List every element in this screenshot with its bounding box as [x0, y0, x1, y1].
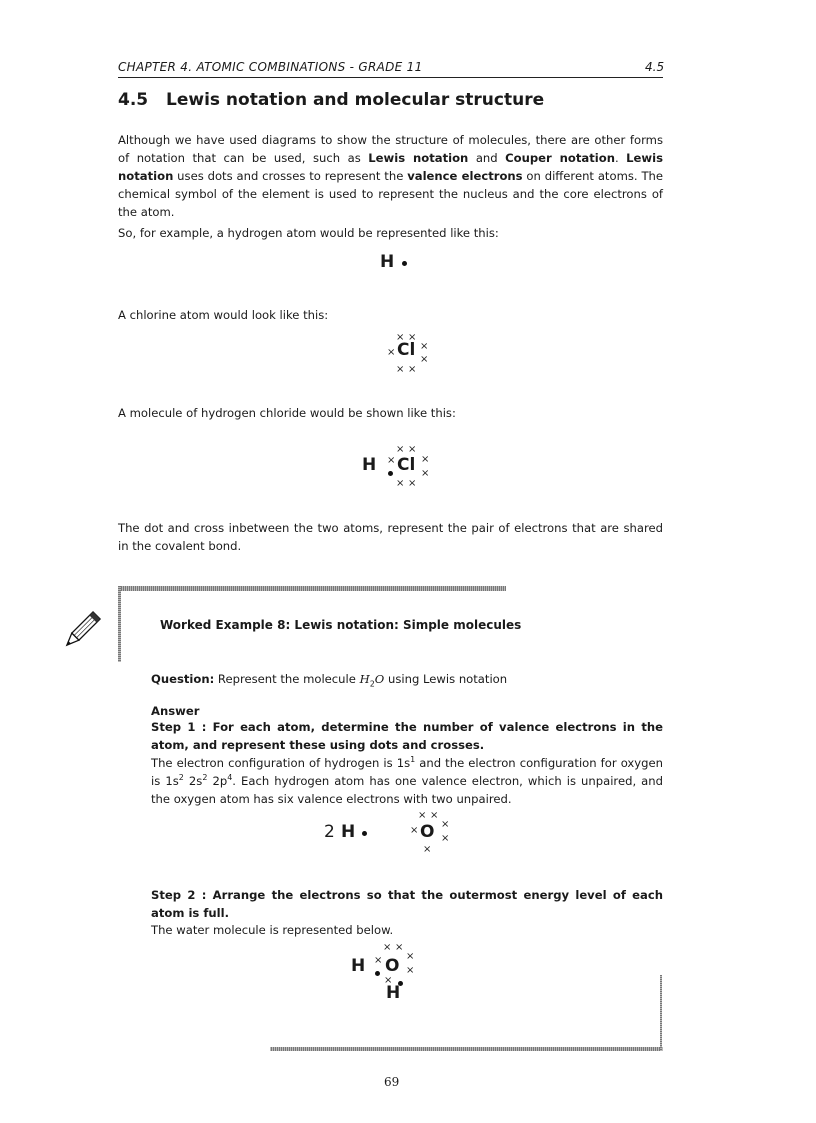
electron-cross: × — [408, 444, 417, 455]
section-title: Lewis notation and molecular structure — [166, 90, 545, 110]
formula-o: O — [374, 672, 385, 686]
electron-cross: × — [408, 332, 417, 343]
text-run: using Lewis notation — [384, 672, 508, 686]
electron-cross: × — [396, 332, 405, 343]
symbol-o: O — [420, 822, 435, 842]
superscript: 1 — [410, 755, 416, 765]
electron-cross: × — [410, 825, 419, 836]
electron-cross: × — [441, 819, 450, 830]
electron-cross: × — [421, 468, 430, 479]
electron-cross: × — [406, 951, 415, 962]
term-lewis: Lewis notation — [368, 151, 469, 165]
text-run: . Each hydrogen atom has one valence electron, which is unpaired, and the oxygen atom has six valence electrons with two unpaired. — [151, 774, 663, 806]
electron-cross: × — [408, 364, 417, 375]
electron-cross: × — [374, 955, 383, 966]
question-label: Question: — [151, 672, 215, 686]
superscript: 2 — [202, 773, 208, 783]
term-lewis: Lewis notation — [118, 151, 663, 183]
formula-h: H — [359, 672, 370, 686]
symbol-h: H — [341, 822, 356, 842]
example-frame-bottom — [270, 1047, 663, 1051]
text-run: and — [468, 151, 506, 165]
text-run: on different atoms. The chemical symbol of the element is used to represent the nucleus and the core electrons of the atom. — [118, 169, 664, 219]
text-run: 2p — [207, 774, 228, 788]
symbol-h: H — [362, 455, 377, 475]
electron-cross: × — [430, 810, 439, 821]
header-rule — [118, 77, 663, 78]
chlorine-intro: A chlorine atom would look like this: — [118, 308, 329, 322]
text-run: Although we have used diagrams to show the structure of molecules, there are other forms of notation that can be used, such as — [118, 133, 663, 165]
intro-paragraph — [118, 131, 663, 221]
formula-sub: 2 — [369, 679, 375, 689]
electron-cross: × — [418, 810, 427, 821]
electron-cross: × — [395, 942, 404, 953]
hydrogen-intro: So, for example, a hydrogen atom would be represented like this: — [118, 226, 499, 240]
electron-dot — [375, 971, 380, 976]
electron-cross: × — [420, 354, 429, 365]
worked-example-title: Worked Example 8: Lewis notation: Simple molecules — [160, 618, 522, 632]
electron-cross: × — [396, 364, 405, 375]
running-header-chapter: CHAPTER 4. ATOMIC COMBINATIONS - GRADE 11 — [118, 60, 423, 74]
electron-cross: × — [396, 478, 405, 489]
electron-cross: × — [383, 942, 392, 953]
step-2-title: Step 2 : Arrange the electrons so that the outermost energy level of each atom is full. — [151, 888, 663, 920]
electron-cross: × — [406, 965, 415, 976]
section-heading — [118, 90, 544, 110]
running-header-section: 4.5 — [645, 60, 665, 74]
electron-cross: × — [421, 454, 430, 465]
electron-cross: × — [396, 444, 405, 455]
electron-dot — [362, 831, 367, 836]
superscript: 4 — [227, 773, 233, 783]
text-run: The electron configuration of hydrogen is 1s — [151, 756, 411, 770]
text-run: Represent the molecule — [214, 672, 360, 686]
hcl-intro: A molecule of hydrogen chloride would be shown like this: — [118, 406, 456, 420]
pencil-icon — [58, 608, 104, 658]
electron-dot — [388, 471, 393, 476]
symbol-o: O — [385, 956, 400, 976]
section-number: 4.5 — [118, 90, 149, 110]
text-run: . — [614, 151, 627, 165]
text-run: uses dots and crosses to represent the — [173, 169, 408, 183]
electron-cross: × — [387, 455, 396, 466]
term-valence: valence electrons — [407, 169, 523, 183]
symbol-h: H — [386, 983, 401, 1003]
step-1-title: Step 1 : For each atom, determine the number of valence electrons in the atom, and represent these using dots and crosses. — [151, 720, 663, 752]
bond-explanation: The dot and cross inbetween the two atoms, represent the pair of electrons that are shared in the covalent bond. — [118, 521, 663, 553]
electron-dot — [402, 261, 407, 266]
symbol-cl: Cl — [397, 340, 416, 360]
electron-cross: × — [423, 844, 432, 855]
question — [151, 670, 663, 693]
text-run: and the electron configuration for oxygen is 1s — [151, 756, 663, 788]
example-frame-right — [660, 975, 662, 1051]
symbol-h: H — [380, 252, 395, 272]
step-2-text: The water molecule is represented below. — [151, 923, 394, 937]
example-frame-top — [118, 586, 506, 591]
coefficient: 2 — [324, 822, 335, 842]
electron-cross: × — [384, 975, 393, 986]
term-couper: Couper notation — [505, 151, 615, 165]
symbol-cl: Cl — [397, 455, 416, 475]
electron-cross: × — [408, 478, 417, 489]
electron-cross: × — [387, 347, 396, 358]
symbol-h: H — [351, 956, 366, 976]
answer-label: Answer — [151, 704, 200, 718]
electron-cross: × — [441, 833, 450, 844]
superscript: 2 — [178, 773, 184, 783]
page-number: 69 — [384, 1075, 400, 1089]
electron-cross: × — [420, 341, 429, 352]
text-run: 2s — [183, 774, 203, 788]
step-1-text — [151, 754, 663, 808]
example-frame-left — [118, 586, 121, 662]
